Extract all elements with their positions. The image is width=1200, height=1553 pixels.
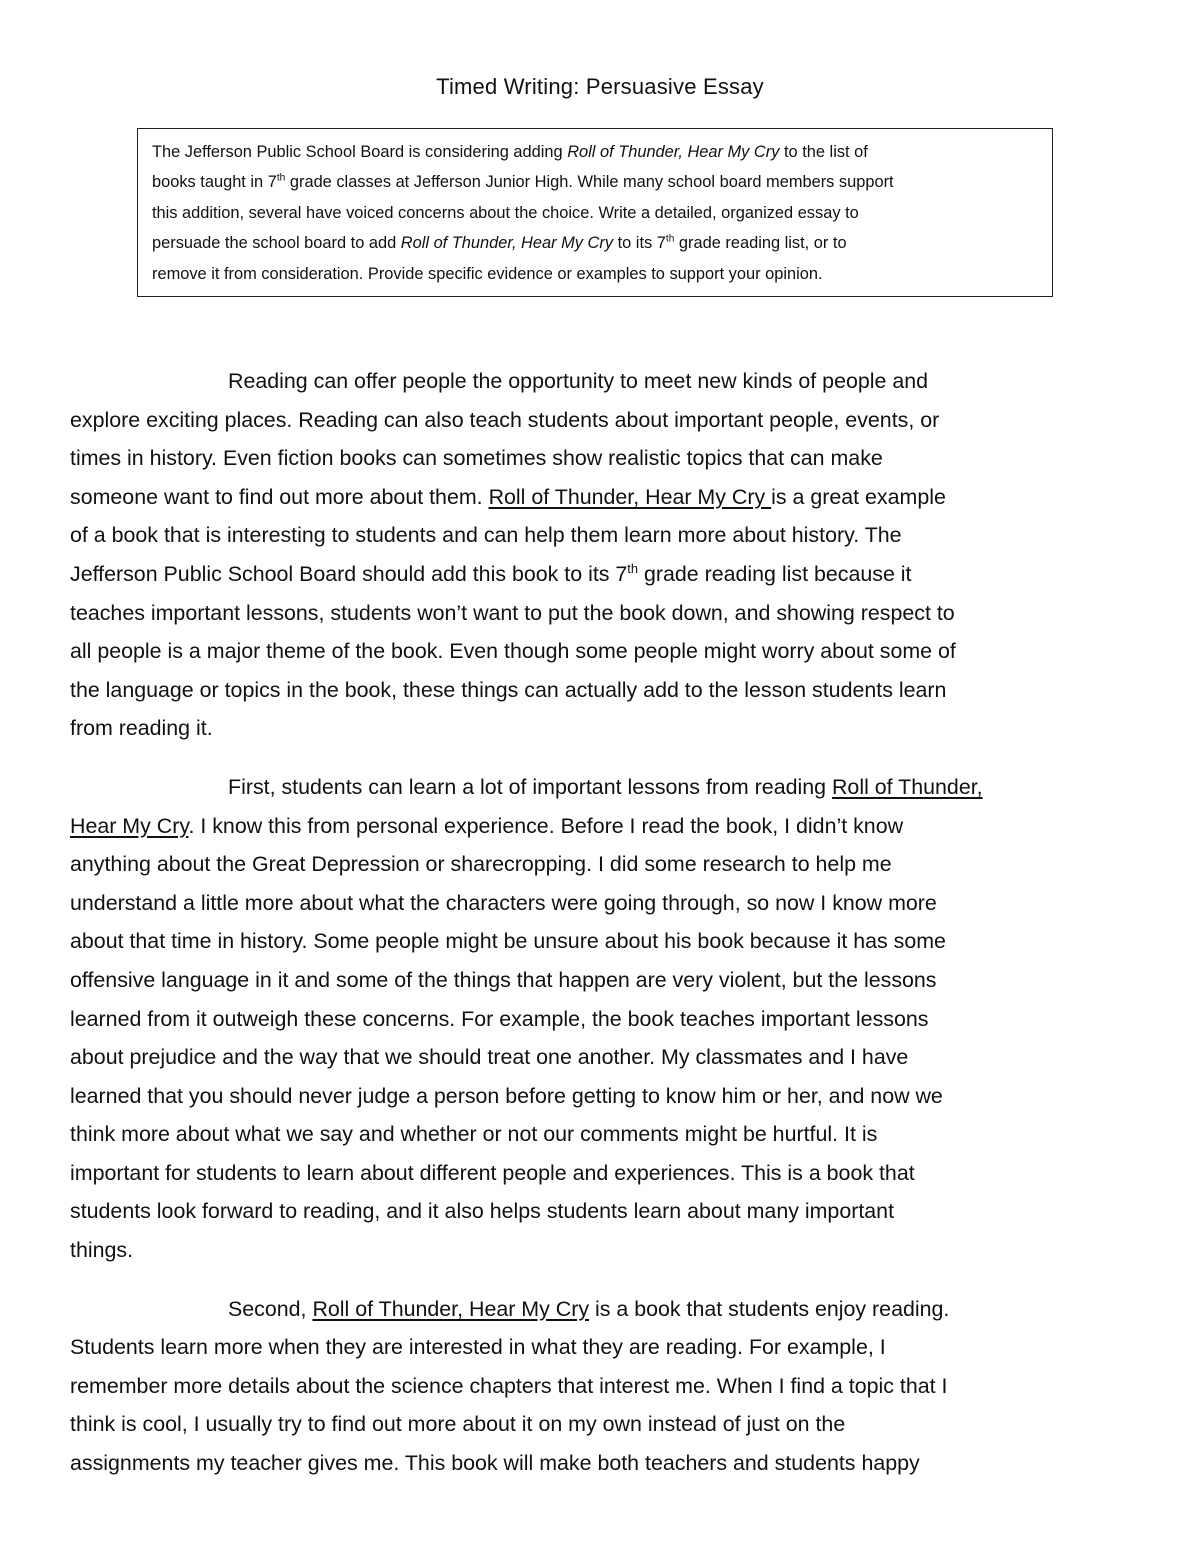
essay-line: all people is a major theme of the book. Even though some people might worry about some of	[70, 639, 956, 664]
essay-text: is a book that students enjoy reading.	[589, 1296, 950, 1321]
essay-paragraph-1	[70, 362, 1140, 748]
prompt-text: books taught in 7	[152, 173, 277, 192]
prompt-line	[152, 137, 1040, 167]
essay-line: Students learn more when they are interested in what they are reading. For example, I	[70, 1335, 886, 1360]
book-title-italic: Roll of Thunder, Hear My Cry	[400, 234, 614, 253]
essay-text: someone want to find out more about them.	[70, 484, 489, 509]
essay-text: Jefferson Public School Board should add this book to its 7	[70, 561, 628, 586]
essay-text: is a great example	[771, 484, 946, 509]
essay-line: from reading it.	[70, 716, 213, 741]
paragraph-spacer	[70, 748, 1140, 768]
essay-body	[70, 362, 1140, 1483]
essay-paragraph-2	[70, 768, 1140, 1270]
prompt-text: grade classes at Jefferson Junior High. While many school board members support	[285, 173, 894, 192]
superscript: th	[665, 233, 675, 245]
essay-line: anything about the Great Depression or sharecropping. I did some research to help me	[70, 852, 892, 877]
essay-line: learned that you should never judge a person before getting to know him or her, and now we	[70, 1083, 943, 1108]
book-title-underlined: Roll of Thunder, Hear My Cry	[312, 1296, 590, 1321]
paragraph-spacer	[70, 1270, 1140, 1290]
essay-line: explore exciting places. Reading can also teach students about important people, events, or	[70, 407, 940, 432]
essay-line	[70, 478, 1140, 517]
page-title: Timed Writing: Persuasive Essay	[436, 74, 764, 99]
prompt-text: persuade the school board to add	[152, 234, 401, 253]
essay-line: things.	[70, 1238, 134, 1263]
essay-line: remember more details about the science chapters that interest me. When I find a topic that I	[70, 1373, 948, 1398]
essay-line: assignments my teacher gives me. This book will make both teachers and students happy	[70, 1451, 920, 1476]
essay-line: the language or topics in the book, these things can actually add to the lesson students learn	[70, 677, 947, 702]
essay-line: about that time in history. Some people might be unsure about his book because it has some	[70, 929, 946, 954]
essay-line: about prejudice and the way that we should treat one another. My classmates and I have	[70, 1045, 909, 1070]
book-title-italic: Roll of Thunder, Hear My Cry	[567, 143, 780, 161]
essay-line	[70, 1290, 1140, 1329]
book-title-underlined: Roll of Thunder,	[831, 774, 983, 799]
essay-line: understand a little more about what the characters were going through, so now I know more	[70, 890, 937, 915]
essay-line: important for students to learn about different people and experiences. This is a book that	[70, 1160, 915, 1185]
essay-text: grade reading list because it	[638, 561, 912, 586]
prompt-text: grade reading list, or to	[674, 234, 847, 253]
essay-line: think more about what we say and whether or not our comments might be hurtful. It is	[70, 1122, 878, 1147]
essay-line: teaches important lessons, students won’t want to put the book down, and showing respect to	[70, 600, 955, 625]
essay-text: . I know this from personal experience. Before I read the book, I didn’t know	[188, 813, 904, 838]
prompt-line: remove it from consideration. Provide specific evidence or examples to support your opinion.	[152, 264, 823, 283]
prompt-box	[137, 128, 1053, 297]
prompt-line: this addition, several have voiced concerns about the choice. Write a detailed, organized essay to	[152, 203, 859, 222]
essay-line: times in history. Even fiction books can sometimes show realistic topics that can make	[70, 446, 883, 471]
essay-line: of a book that is interesting to students and can help them learn more about history. The	[70, 523, 902, 548]
essay-text: First, students can learn a lot of important lessons from reading	[228, 774, 832, 799]
essay-paragraph-3	[70, 1290, 1140, 1483]
essay-line	[70, 807, 1140, 846]
prompt-line	[152, 167, 1040, 197]
essay-text: Second,	[228, 1296, 313, 1321]
essay-line: think is cool, I usually try to find out more about it on my own instead of just on the	[70, 1412, 846, 1437]
superscript: th	[276, 172, 286, 184]
essay-line: offensive language in it and some of the things that happen are very violent, but the lessons	[70, 967, 937, 992]
prompt-line	[152, 228, 1040, 258]
superscript: th	[627, 560, 638, 576]
essay-line	[70, 768, 1140, 807]
prompt-text: The Jefferson Public School Board is considering adding	[152, 143, 568, 161]
prompt-text: to its 7	[613, 234, 666, 253]
prompt-text: to the list of	[779, 143, 868, 161]
book-title-underlined: Hear My Cry	[70, 813, 189, 838]
essay-line: students look forward to reading, and it also helps students learn about many important	[70, 1199, 895, 1224]
book-title-underlined: Roll of Thunder, Hear My Cry	[488, 484, 772, 509]
essay-line: Reading can offer people the opportunity to meet new kinds of people and	[228, 369, 929, 393]
essay-line: learned from it outweigh these concerns. For example, the book teaches important lessons	[70, 1006, 929, 1031]
essay-line	[70, 555, 1140, 594]
